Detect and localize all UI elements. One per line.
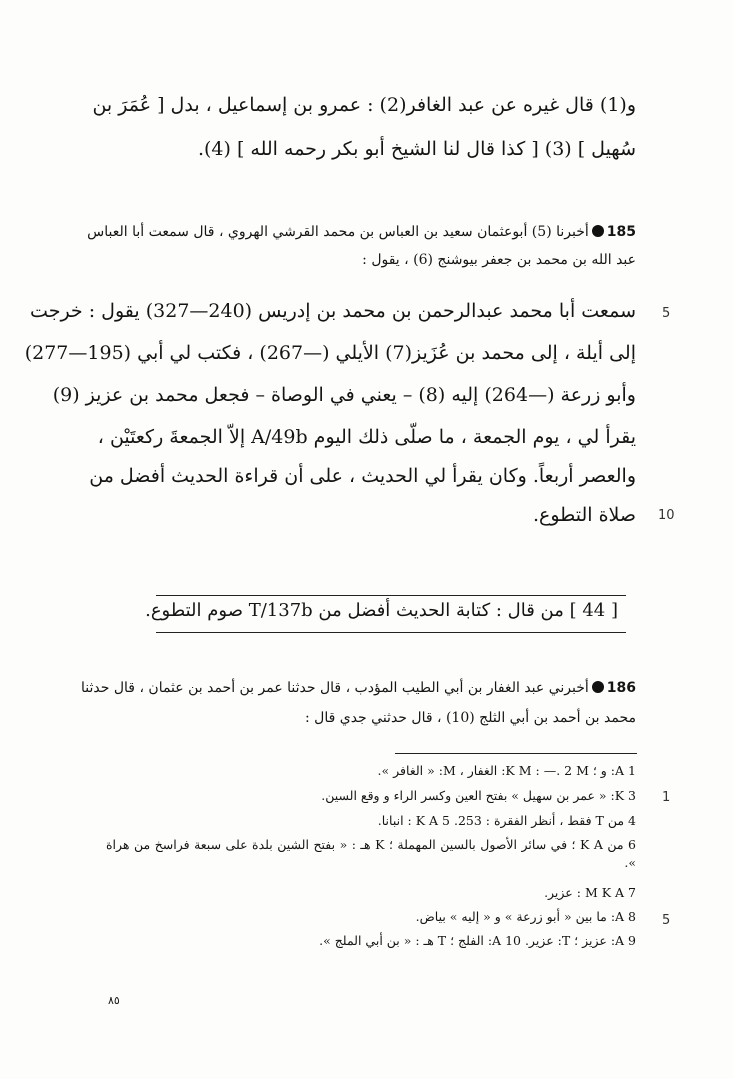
entry-185-line-1 [87,222,636,242]
footnote: 8 A: ما بين « أبو زرعة » و « إليه » بياض. [415,909,636,924]
section-heading: [ 44 ] من قال : كتابة الحديث أفضل من T/137b صوم التطوع. [145,600,618,621]
main-paragraph-line-5: والعصر أربعاً. وكان يقرأ لي الحديث ، على أن قراءة الحديث أفضل من [89,465,636,487]
main-paragraph-line-2: إلى أيلة ، إلى محمد بن عُزَيز(7) الأيلي (—267) ، فكتب لي أبي (195—277) [24,342,636,364]
top-paragraph-line-1: و(1) قال غيره عن عبد الغافر(2) : عمرو بن إسماعيل ، بدل [ عُمَرَ بن [92,94,636,116]
margin-line-number: 10 [658,508,675,523]
page-number: ٨٥ [108,994,120,1007]
footnote: 7 M K A : عزير. [544,885,636,900]
main-paragraph-line-6: صلاة التطوع. [532,504,636,526]
main-paragraph-line-3: وأبو زرعة (—264) إليه (8) – يعني في الوصاة – فجعل محمد بن عزيز (9) [52,384,636,406]
entry-text: أخبرنا (5) أبوعثمان سعيد بن العباس بن محمد القرشي الهروي ، قال سمعت أبا العباس [87,224,589,240]
margin-line-number: 5 [662,306,671,321]
footnote: 6 من K A ؛ في سائر الأصول بالسين المهملة ؛ K هـ : « بفتح الشين بلدة على سبعة فراسخ من هراة ». [106,837,636,870]
margin-line-number: 1 [662,790,671,805]
main-paragraph-line-4: يقرأ لي ، يوم الجمعة ، ما صلّى ذلك اليوم A/49b إلاّ الجمعةَ ركعتَيْن ، [97,426,636,448]
top-paragraph-line-2: سُهيل ] (3) [ كذا قال لنا الشيخ أبو بكر رحمه الله ] (4). [197,138,636,160]
bullet-icon [592,225,604,237]
footnote: 9 A: عزيز ؛ T: عزير. 10 A: الفلج ؛ T هـ : « بن أبي الملج ». [319,933,636,948]
entry-186-line-1 [81,678,636,698]
bullet-icon [592,681,604,693]
entry-186-line-2: محمد بن أحمد بن أبي الثلج (10) ، قال حدثني جدي قال : [305,710,636,726]
entry-number: 186 [606,680,636,696]
footnote-divider [395,753,637,754]
entry-number: 185 [606,224,636,240]
footnote: 3 K: « عمر بن سهيل » بفتح العين وكسر الراء و وقع السين. [321,788,636,803]
main-paragraph-line-1: سمعت أبا محمد عبدالرحمن بن محمد بن إدريس (240—327) يقول : خرجت [30,300,636,322]
footnote: 4 من T فقط ، أنظر الفقرة : 253. 5 K A : انبانا. [377,813,636,828]
margin-line-number: 5 [662,913,671,928]
footnote: 1 A: و ؛ K M : —. 2 M: الغفار ، M: « الغافر ». [377,763,636,778]
section-heading-box [145,595,626,633]
entry-185-line-2: عبد الله بن محمد بن جعفر بيوشنج (6) ، يقول : [362,252,636,268]
entry-text: أخبرني عبد الغفار بن أبي الطيب المؤدب ، قال حدثنا عمر بن أحمد بن عثمان ، قال حدثنا [81,680,589,696]
